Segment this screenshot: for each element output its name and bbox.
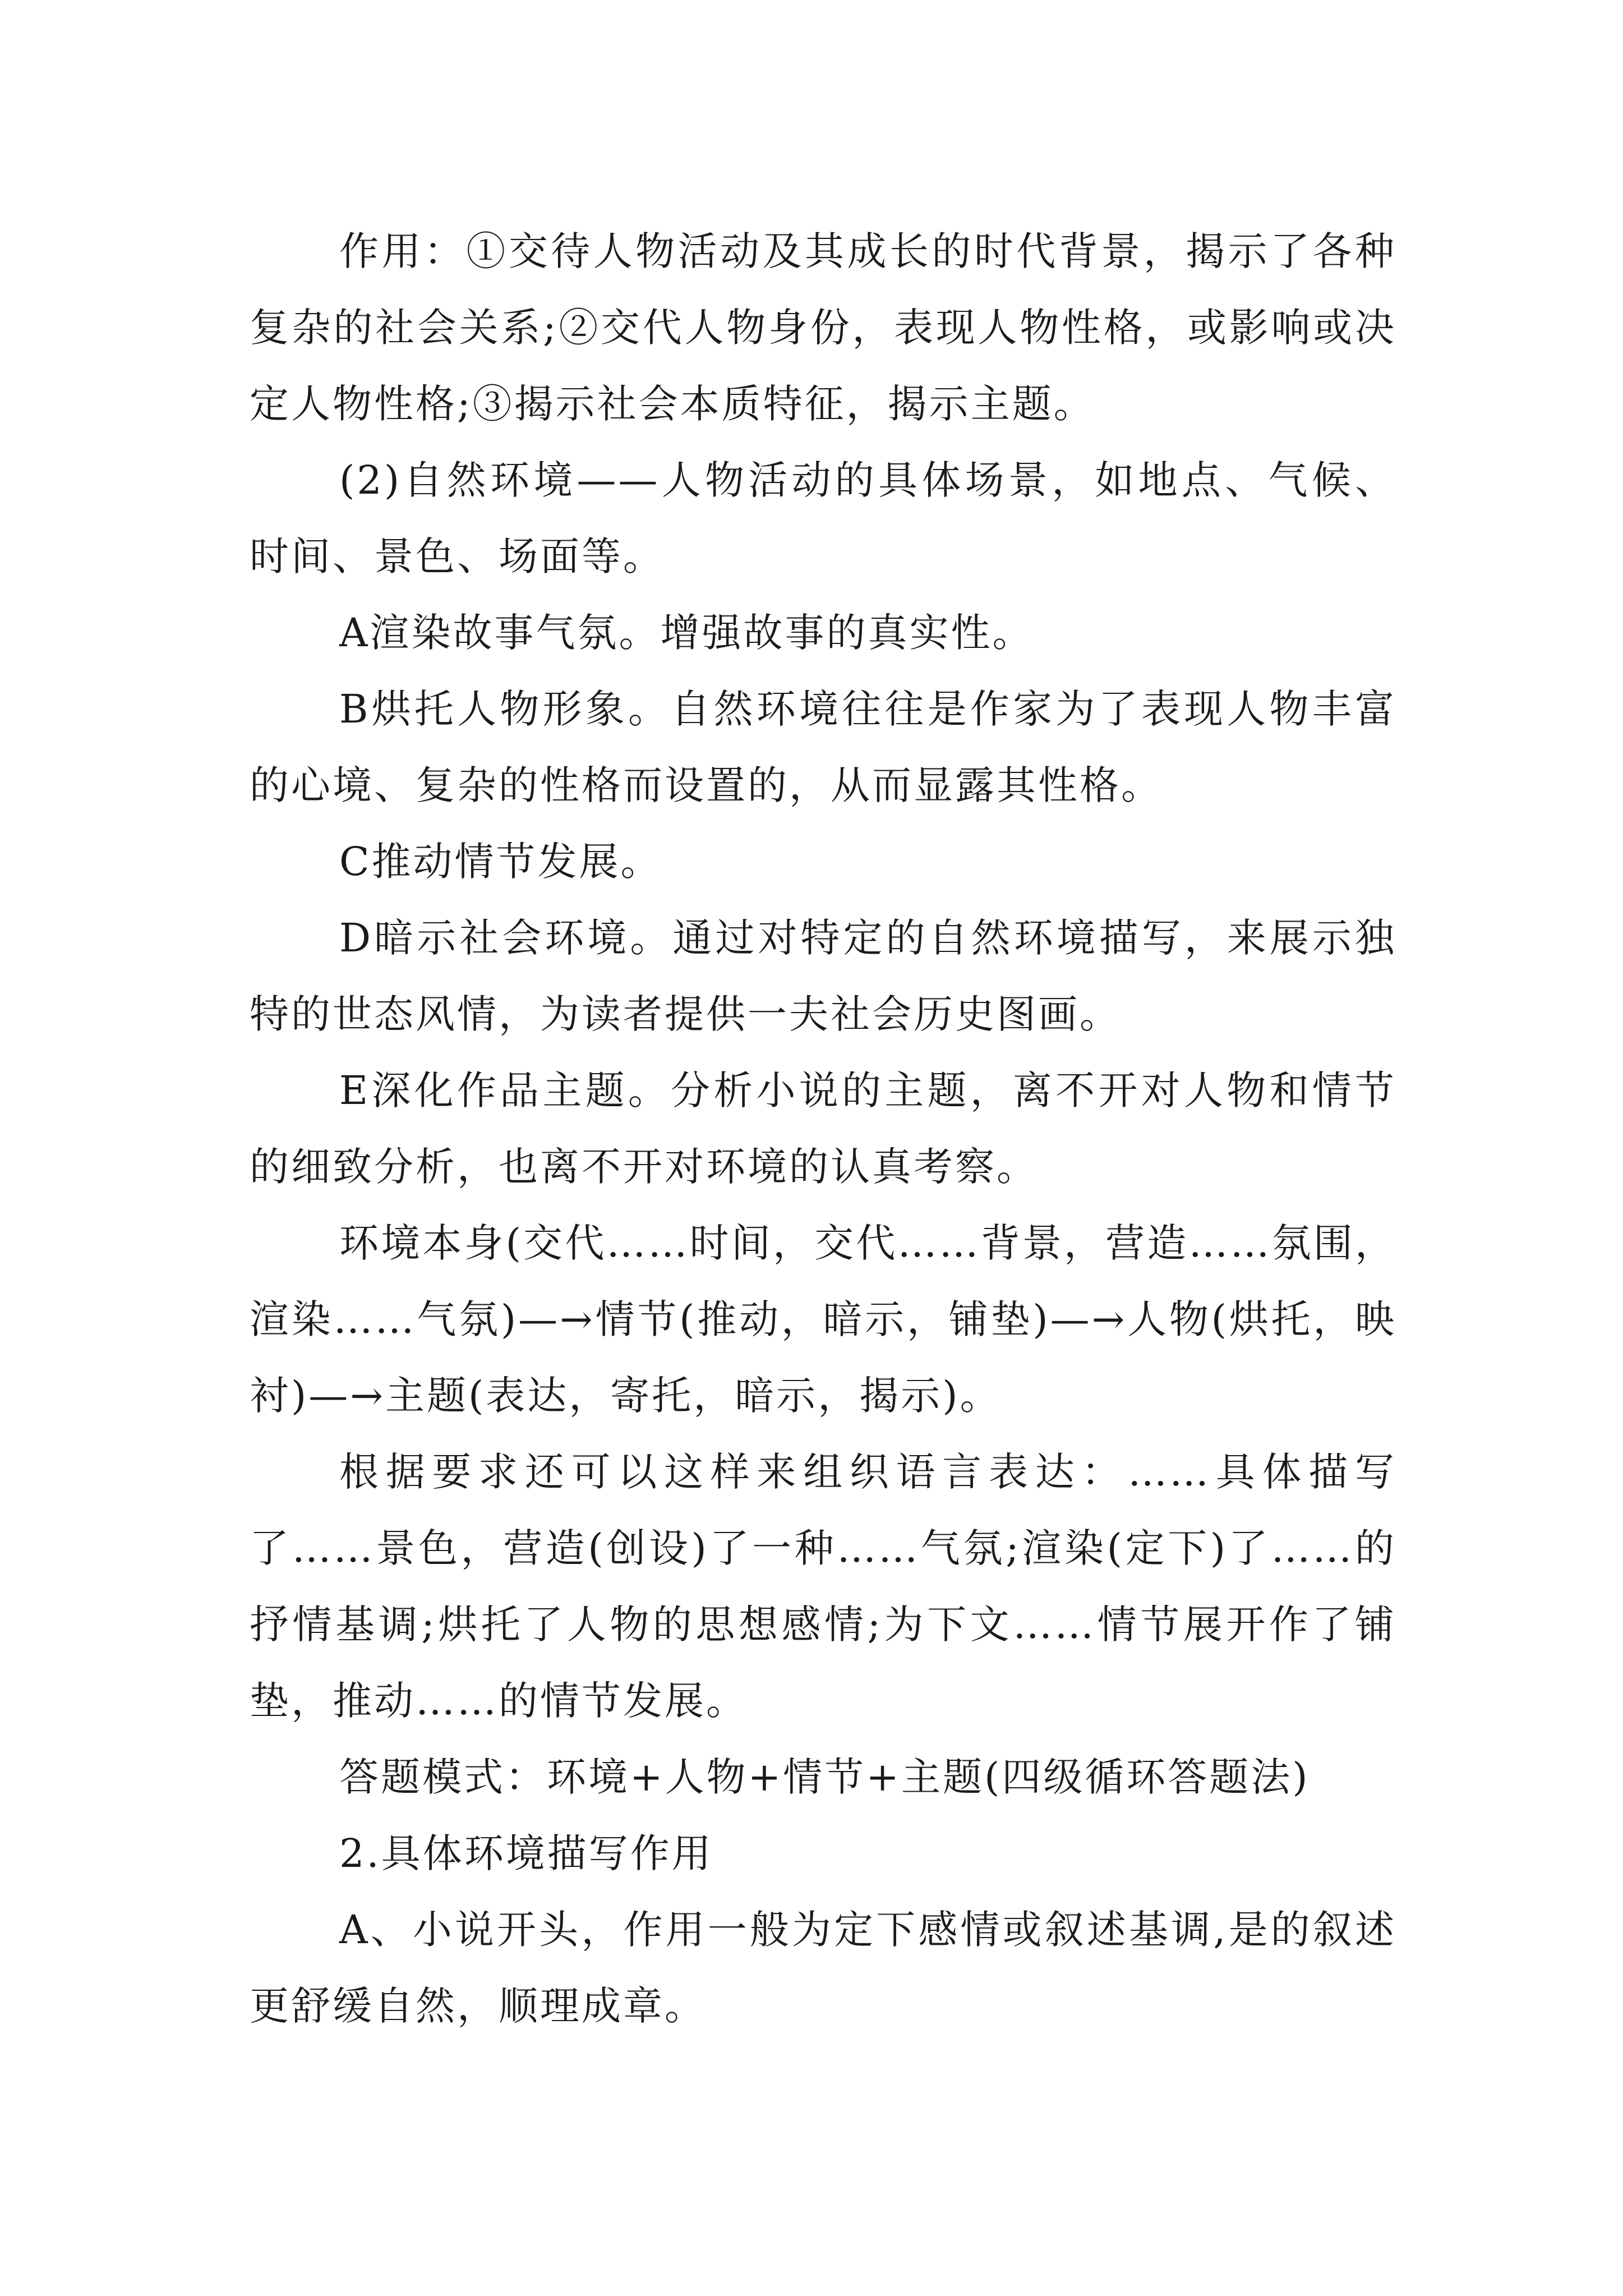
paragraph-item-e: E深化作品主题。分析小说的主题，离不开对人物和情节的细致分析，也离不开对环境的认真考察。 (250, 1068, 1396, 1190)
paragraph-role-of-social-environment: 作用：①交待人物活动及其成长的时代背景，揭示了各种复杂的社会关系;②交代人物身份，表现人物性格，或影响或决定人物性格;③揭示社会本质特征，揭示主题。 (250, 228, 1396, 427)
paragraph-novel-opening: A、小说开头，作用一般为定下感情或叙述基调,是的叙述更舒缓自然，顺理成章。 (250, 1907, 1396, 2029)
paragraph-item-b: B烘托人物形象。自然环境往往是作家为了表现人物丰富的心境、复杂的性格而设置的，从而显露其性格。 (250, 686, 1396, 808)
paragraph-environment-chain: 环境本身(交代……时间，交代……背景，营造……氛围，渲染……气氛)—→情节(推动，暗示，铺垫)—→人物(烘托，映衬)—→主题(表达，寄托，暗示，揭示)。 (250, 1220, 1396, 1419)
paragraph-item-a: A渲染故事气氛。增强故事的真实性。 (339, 610, 1034, 656)
paragraph-item-d: D暗示社会环境。通过对特定的自然环境描写，来展示独特的世态风情，为读者提供一夫社会历史图画。 (250, 915, 1396, 1037)
paragraph-language-template: 根据要求还可以这样来组织语言表达：……具体描写了……景色，营造(创设)了一种……气氛;渲染(定下)了……的抒情基调;烘托了人物的思想感情;为下文……情节展开作了铺垫，推动……的情节发展。 (250, 1449, 1396, 1724)
paragraph-item-c: C推动情节发展。 (339, 839, 662, 885)
document-body (250, 213, 1396, 2044)
paragraph-answer-pattern: 答题模式：环境+人物+情节+主题(四级循环答题法) (339, 1754, 1310, 1800)
section-heading-specific-environment: 2.具体环境描写作用 (339, 1830, 713, 1876)
paragraph-natural-environment: (2)自然环境——人物活动的具体场景，如地点、气候、时间、景色、场面等。 (250, 457, 1396, 579)
